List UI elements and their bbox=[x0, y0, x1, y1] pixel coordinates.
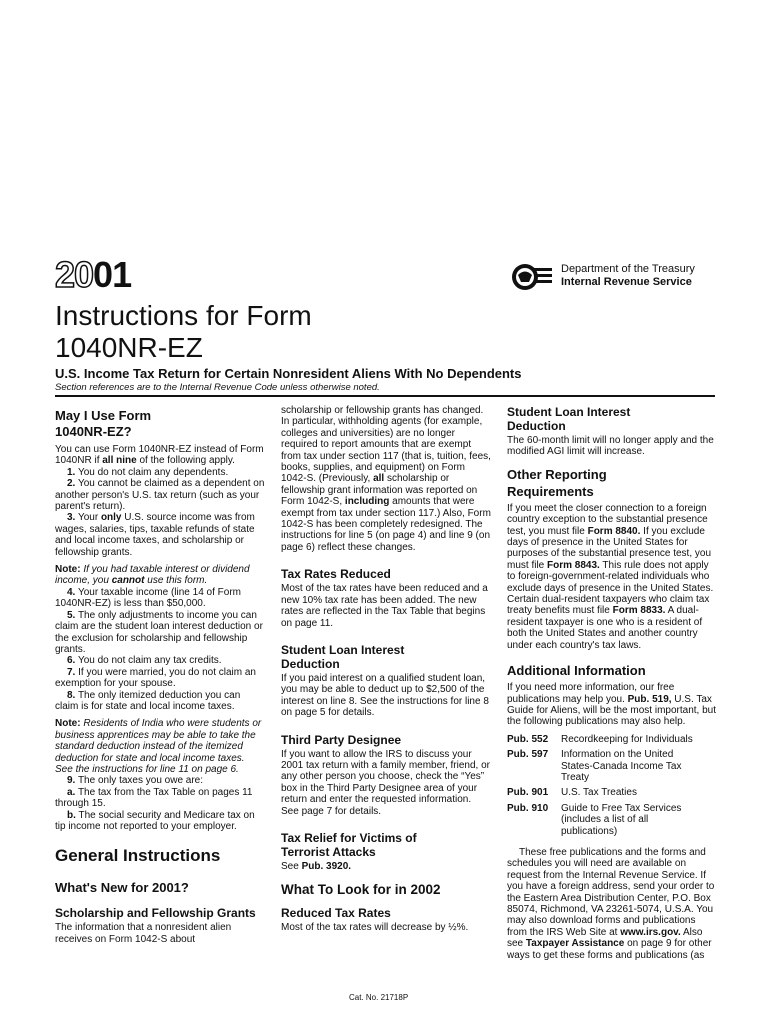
heading-scholarship: Scholarship and Fellowship Grants bbox=[55, 906, 256, 921]
column-1 bbox=[55, 405, 265, 945]
tax-relief-paragraph: See Pub. 3920. bbox=[281, 860, 352, 872]
note-india-residents: Note: Residents of India who were students or business apprentices may be able to take the standard deduction instead of the itemized deduction for state and local income taxes. See the instructions for line 11 on page 6. bbox=[55, 718, 262, 775]
list-item: 2. You cannot be claimed as a dependent on another person's U.S. tax return (such as your parent's return). bbox=[55, 478, 265, 513]
list-item: 5. The only adjustments to income you can claim are the student loan interest deduction or the exclusion for scholarship and fellowship grants. bbox=[55, 609, 263, 655]
heading-other-reporting: Other Reporting Requirements bbox=[507, 466, 607, 499]
other-reporting-paragraph: If you meet the closer connection to a foreign country exception to the substantial presence test, you must file Form 8840. If you exclude days of presence in the United States for purposes of the substantial presence test, you must file Form 8843. This rule does not apply to foreign-government-related individuals who exclude days of presence in the United States. Certain dual-resident taxpayers who claim tax treaty benefits must file Form 8833. A dual-resident taxpayer is one who is a resident of both the United States and another country under each country's tax laws. bbox=[507, 502, 714, 651]
list-item: a. The tax from the Tax Table on pages 11 through 15. bbox=[55, 786, 253, 810]
form-year: 2001 bbox=[55, 254, 132, 295]
scholarship-continued: scholarship or fellowship grants has changed. In particular, withholding agents (for example, colleges and universities) are no longer required to report amounts that are exempt from tax under section 117 (that is, tuition, fees, books, supplies, and equipment) on Form 1042-S. (Previously, all scholarship or fellowship grant information was reported on Form 1042-S, including amounts that were exempt from tax under section 117.) Also, Form 1042-S has been completely redesigned. The instructions for line 5 (on page 4) and line 9 (on page 6) reflect these changes. bbox=[281, 405, 491, 553]
intro-paragraph: You can use Form 1040NR-EZ instead of Form 1040NR if all nine of the following apply. bbox=[55, 444, 264, 467]
note-taxable-interest: Note: If you had taxable interest or dividend income, you cannot use this form. bbox=[55, 564, 250, 587]
irs-eagle-seal-icon bbox=[510, 262, 554, 292]
list-item: Pub. 552 Recordkeeping for Individuals bbox=[507, 733, 693, 745]
title-line-1: Instructions for Form bbox=[55, 300, 312, 331]
list-item: 1. You do not claim any dependents. bbox=[67, 466, 229, 478]
free-publications-paragraph: These free publications and the forms and schedules you will need are available on request from the Internal Revenue Service. If you have a foreign address, send your order to the Eastern Area Distribution Center, P.O. Box 85074, Richmond, VA 23261-5074, U.S.A. You may also download forms and publications from the IRS Web Site at www.irs.gov. Also see Taxpayer Assistance on page 9 for other ways to get these forms and publications (as bbox=[507, 846, 715, 961]
heading-whats-new: What's New for 2001? bbox=[55, 880, 189, 896]
list-item: Pub. 597 Information on the United States-Canada Income Tax Treaty bbox=[507, 749, 682, 783]
agency-line-2: Internal Revenue Service bbox=[561, 276, 692, 288]
heading-reduced-tax-rates: Reduced Tax Rates bbox=[281, 906, 391, 921]
third-party-paragraph: If you want to allow the IRS to discuss your 2001 tax return with a family member, friend, or any other person you choose, check the “Yes” box in the Third Party Designee area of your return and enter the requested information. See page 7 for details. bbox=[281, 748, 490, 817]
column-3 bbox=[507, 405, 717, 961]
agency-line-1: Department of the Treasury bbox=[561, 263, 695, 275]
heading-what-to-look-for-2002: What To Look for in 2002 bbox=[281, 882, 441, 898]
form-subtitle: U.S. Income Tax Return for Certain Nonresident Aliens With No Dependents bbox=[55, 366, 522, 381]
catalog-number: Cat. No. 21718P bbox=[349, 993, 409, 1002]
list-item: 6. You do not claim any tax credits. bbox=[67, 655, 222, 667]
list-item: 7. If you were married, you do not claim an exemption for your spouse. bbox=[55, 666, 256, 690]
list-item: b. The social security and Medicare tax on tip income not reported to your employer. bbox=[55, 809, 255, 832]
heading-tax-relief: Tax Relief for Victims of Terrorist Attacks bbox=[281, 830, 417, 859]
heading-additional-information: Additional Information bbox=[507, 663, 646, 679]
title-line-2: 1040NR-EZ bbox=[55, 332, 203, 363]
page-title bbox=[55, 300, 312, 364]
heading-student-loan-interest: Student Loan Interest Deduction bbox=[281, 642, 405, 671]
additional-info-paragraph: If you need more information, our free publications may help you. Pub. 519, U.S. Tax Guide for Aliens, will be the most important, but the following publications may also help. bbox=[507, 682, 716, 728]
list-item: 3. Your only U.S. source income was from wages, salaries, tips, taxable refunds of state and local income taxes, and scholarship or fellowship grants. bbox=[55, 512, 255, 558]
reduced-rates-paragraph: Most of the tax rates will decrease by ½%. bbox=[281, 922, 469, 934]
student-loan-paragraph: If you paid interest on a qualified student loan, you may be able to deduct up to $2,500 of the interest on line 8. See the instructions for line 8 on page 5 for details. bbox=[281, 672, 489, 719]
heading-tax-rates-reduced: Tax Rates Reduced bbox=[281, 567, 391, 582]
scholarship-paragraph: The information that a nonresident alien receives on Form 1042-S about bbox=[55, 922, 232, 945]
column-2 bbox=[281, 405, 491, 934]
section-note: Section references are to the Internal Revenue Code unless otherwise noted. bbox=[55, 382, 380, 393]
list-item: 4. Your taxable income (line 14 of Form 1040NR-EZ) is less than $50,000. bbox=[55, 586, 241, 610]
list-item: Pub. 901 U.S. Tax Treaties bbox=[507, 787, 637, 799]
agency-name bbox=[561, 263, 695, 289]
heading-student-loan-2002: Student Loan Interest Deduction bbox=[507, 405, 631, 433]
list-item: 9. The only taxes you owe are: bbox=[67, 775, 204, 787]
heading-general-instructions: General Instructions bbox=[55, 846, 221, 866]
student-loan-2002-paragraph: The 60-month limit will no longer apply and the modified AGI limit will increase. bbox=[507, 435, 714, 458]
publication-list bbox=[507, 734, 717, 837]
list-item: Pub. 910 Guide to Free Tax Services (includes a list of all publications) bbox=[507, 802, 682, 837]
tax-rates-paragraph: Most of the tax rates have been reduced and a new 10% tax rate has been added. The new rates are reflected in the Tax Table that begins on page 11. bbox=[281, 583, 488, 629]
heading-may-i-use: May I Use Form 1040NR-EZ? bbox=[55, 408, 152, 439]
heading-third-party-designee: Third Party Designee bbox=[281, 732, 402, 747]
header-divider bbox=[55, 395, 715, 397]
list-item: 8. The only itemized deduction you can claim is for state and local income taxes. bbox=[55, 689, 241, 712]
